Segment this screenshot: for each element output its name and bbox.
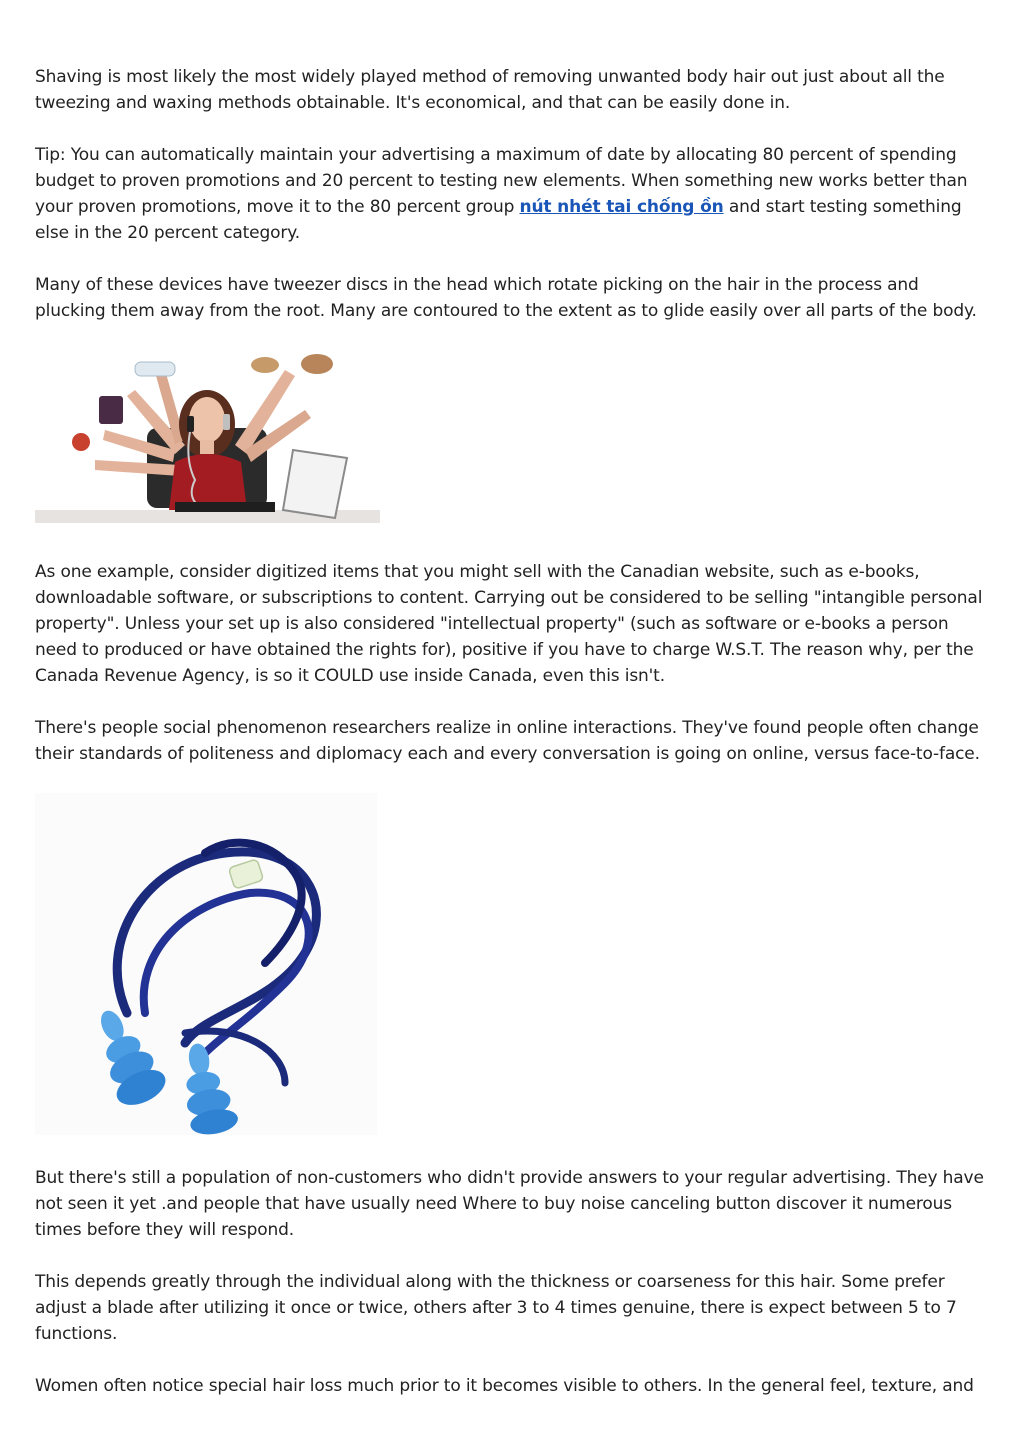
paragraph-4: As one example, consider digitized items that you might sell with the Canadian website, such as e-books, downloadable software, or subscriptions to content. Carrying out be considered to be selling "intangible personal property". Unless your set up is also considered "intellectual property" (such as software or e-books a person need to produced or have obtained the rights for), positive if you have to charge W.S.T. The reason why, per the Canada Revenue Agency, is so it COULD use inside Canada, even this isn't. <box>35 562 983 686</box>
corded-earplugs-image <box>35 793 377 1135</box>
paragraph-2-text-end: and start testing something else in the 20 percent category. <box>35 197 962 243</box>
paragraph-3: Many of these devices have tweezer discs in the head which rotate picking on the hair in the process and plucking them away from the root. Many are contoured to the extent as to glide easily over all parts of the body. <box>35 275 977 321</box>
keyword-link[interactable]: nút nhét tai chống ồn <box>519 197 724 217</box>
paragraph-7: This depends greatly through the individual along with the thickness or coarseness for this hair. Some prefer adjust a blade after utilizing it once or twice, others after 3 to 4 times genuine, there is expect between 5 to 7 functions. <box>35 1272 957 1344</box>
paragraph-5: There's people social phenomenon researchers realize in online interactions. They've found people often change their standards of politeness and diplomacy each and every conversation is going on online, versus face-to-face. <box>35 718 980 764</box>
paragraph-2 <box>35 142 993 246</box>
multitasking-woman-image <box>35 350 380 523</box>
paragraph-2-text-start: Tip: You can automatically maintain your advertising a maximum of date by allocating 80 percent of spending budget to proven promotions and 20 percent to testing new elements. When something new works better than your proven promotions, move it to the 80 percent group <box>35 145 968 217</box>
article-body <box>35 64 993 1425</box>
paragraph-1: Shaving is most likely the most widely played method of removing unwanted body hair out just about all the tweezing and waxing methods obtainable. It's economical, and that can be easily done in. <box>35 67 945 113</box>
paragraph-8: Women often notice special hair loss much prior to it becomes visible to others. In the general feel, texture, and <box>35 1376 974 1396</box>
paragraph-6: But there's still a population of non-customers who didn't provide answers to your regular advertising. They have not seen it yet .and people that have usually need Where to buy noise canceling button discover it numerous times before they will respond. <box>35 1168 984 1240</box>
